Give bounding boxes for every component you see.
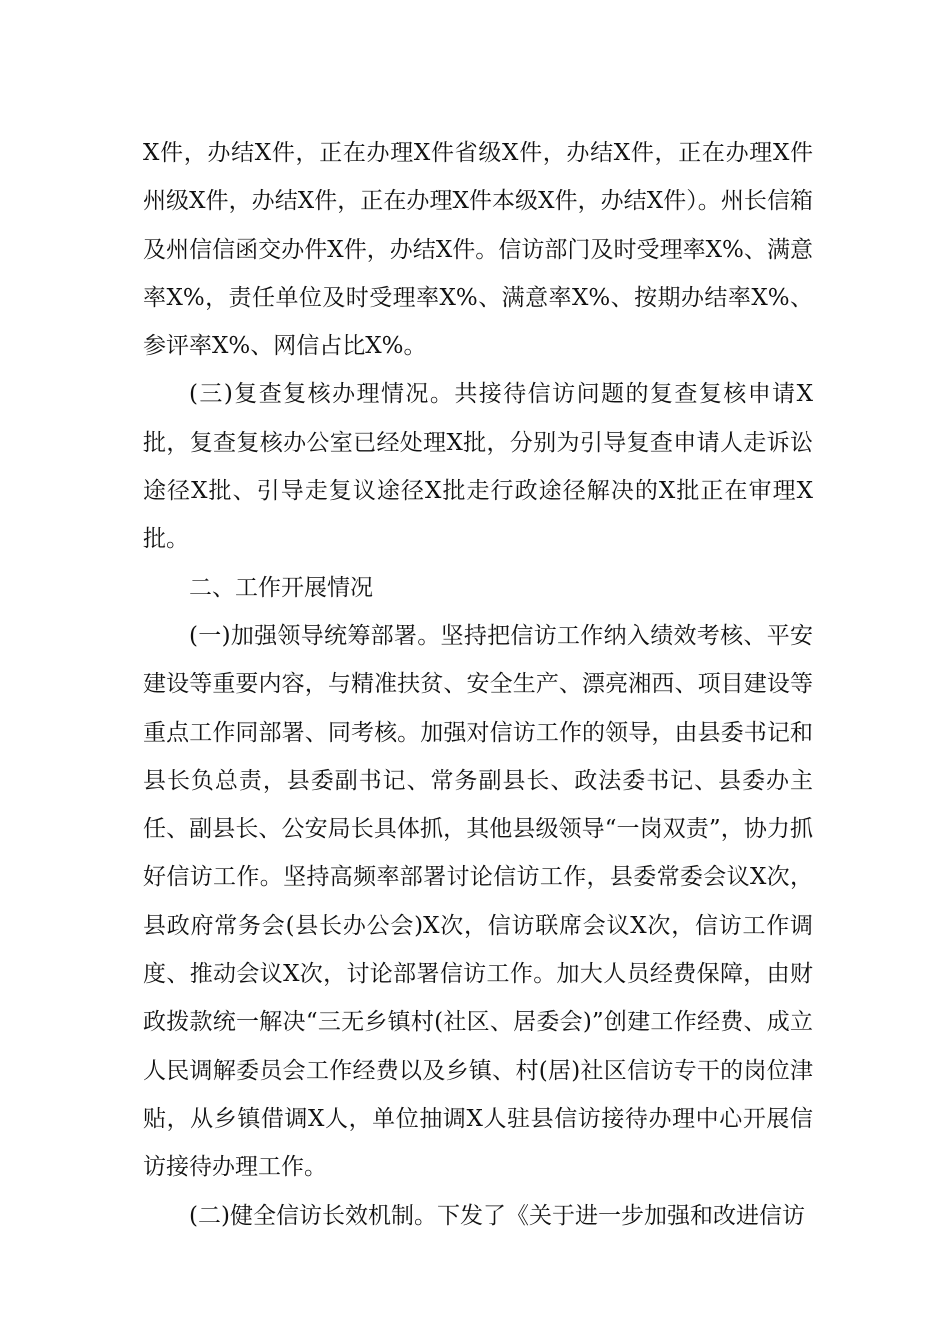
- paragraph-review-handling: (三)复查复核办理情况。共接待信访问题的复查复核申请X批，复查复核办公室已经处理X批，分别为引导复查申请人走诉讼途径X批、引导走复议途径X批走行政途径解决的X批正在审理X批。: [143, 381, 813, 553]
- paragraph-mechanism: (二)健全信访长效机制。下发了《关于进一步加强和改进信访: [189, 1202, 805, 1229]
- section-heading-work-progress: 二、工作开展情况: [189, 574, 373, 601]
- paragraph-leadership: (一)加强领导统筹部署。坚持把信访工作纳入绩效考核、平安建设等重要内容，与精准扶贫、安全生产、漂亮湘西、项目建设等重点工作同部署、同考核。加强对信访工作的领导，由县委书记和县长负总责，县委副书记、常务副县长、政法委书记、县委办主任、副县长、公安局长具体抓，其他县级领导“一岗双责”，协力抓好信访工作。坚持高频率部署讨论信访工作，县委常委会议X次，县政府常务会(县长办公会)X次，信访联席会议X次，信访工作调度、推动会议X次，讨论部署信访工作。加大人员经费保障，由财政拨款统一解决“三无乡镇村(社区、居委会)”创建工作经费、成立人民调解委员会工作经费以及乡镇、村(居)社区信访专干的岗位津贴，从乡镇借调X人，单位抽调X人驻县信访接待办理中心开展信访接待办理工作。: [143, 622, 813, 1181]
- document-body: [143, 129, 813, 1240]
- paragraph-statistics-continued: X件，办结X件，正在办理X件省级X件，办结X件，正在办理X件州级X件，办结X件，正在办理X件本级X件，办结X件）。州长信箱及州信信函交办件X件，办结X件。信访部门及时受理率X%、满意率X%，责任单位及时受理率X%、满意率X%、按期办结率X%、参评率X%、网信占比X%。: [143, 140, 813, 360]
